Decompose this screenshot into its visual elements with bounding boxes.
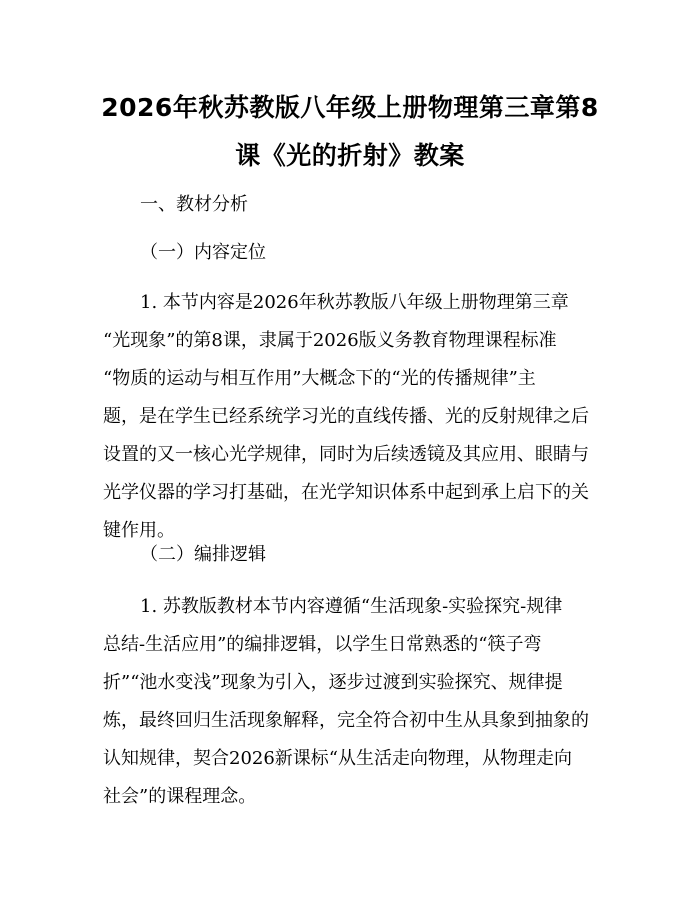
paragraph-line: 题，是在学生已经系统学习光的直线传播、光的反射规律之后 (103, 406, 589, 427)
paragraph-line: 认知规律，契合2026新课标“从生活走向物理，从物理走向 (103, 748, 573, 769)
paragraph-line: 折”“池水变浅”现象为引入，逐步过渡到实验探究、规律提 (103, 672, 563, 693)
subsection-heading-positioning: （一）内容定位 (140, 242, 266, 263)
paragraph-line: “物质的运动与相互作用”大概念下的“光的传播规律”主 (103, 368, 536, 389)
paragraph-line: 光学仪器的学习打基础，在光学知识体系中起到承上启下的关 (103, 482, 589, 503)
paragraph-line: 炼，最终回归生活现象解释，完全符合初中生从具象到抽象的 (103, 710, 589, 731)
document-title-line-2: 课《光的折射》教案 (235, 141, 465, 170)
paragraph-line: 1. 苏教版教材本节内容遵循“生活现象-实验探究-规律 (140, 596, 563, 617)
paragraph-line: 设置的又一核心光学规律，同时为后续透镜及其应用、眼睛与 (103, 444, 589, 465)
document-title-line-1: 2026年秋苏教版八年级上册物理第三章第8 (101, 93, 599, 122)
section-heading-analysis: 一、教材分析 (140, 194, 248, 215)
paragraph-line: 社会”的课程理念。 (103, 786, 257, 807)
subsection-heading-arrangement: （二）编排逻辑 (140, 544, 266, 565)
paragraph-line: 键作用。 (103, 520, 175, 541)
paragraph-line: 1. 本节内容是2026年秋苏教版八年级上册物理第三章 (140, 292, 569, 313)
paragraph-line: “光现象”的第8课，隶属于2026版义务教育物理课程标准 (103, 330, 557, 351)
paragraph-line: 总结-生活应用”的编排逻辑，以学生日常熟悉的“筷子弯 (103, 634, 542, 655)
